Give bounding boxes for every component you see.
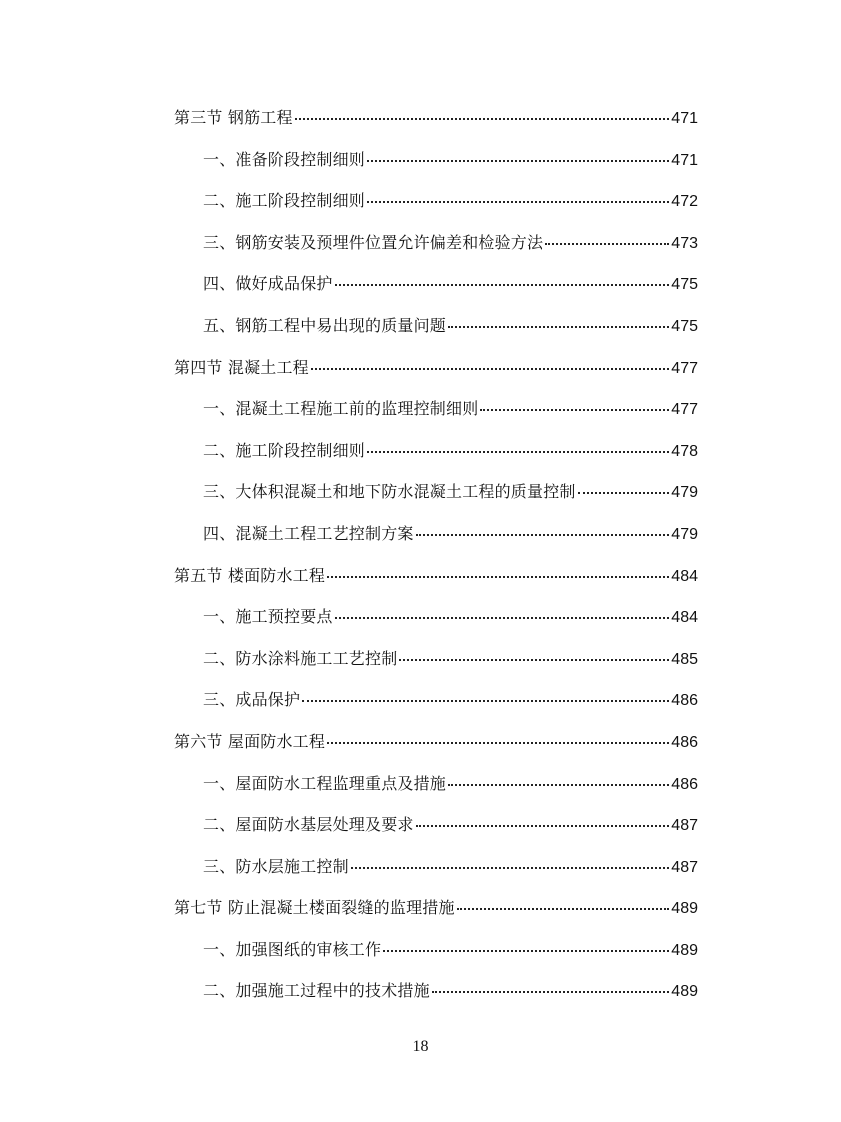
toc-dot-leader [448, 784, 669, 786]
toc-entry-page-number: 489 [671, 983, 698, 1001]
toc-dot-leader [335, 284, 670, 286]
toc-subsection-entry[interactable] [174, 222, 698, 264]
toc-dot-leader [578, 492, 670, 494]
toc-dot-leader [335, 617, 670, 619]
toc-dot-leader [399, 659, 669, 661]
toc-dot-leader [416, 534, 670, 536]
toc-entry-page-number: 473 [671, 234, 698, 252]
toc-subsection-entry[interactable] [174, 929, 698, 971]
toc-entry-page-number: 489 [671, 941, 698, 959]
toc-section-entry[interactable] [174, 347, 698, 389]
toc-dot-leader [457, 908, 670, 910]
toc-subsection-entry[interactable] [174, 638, 698, 680]
toc-entry-page-number: 486 [671, 692, 698, 710]
toc-dot-leader [327, 742, 669, 744]
toc-subsection-entry[interactable] [174, 430, 698, 472]
toc-subsection-entry[interactable] [174, 139, 698, 181]
toc-section-entry[interactable] [174, 97, 698, 139]
toc-dot-leader [367, 201, 669, 203]
toc-entry-page-number: 471 [671, 110, 698, 127]
toc-subsection-entry[interactable] [174, 763, 698, 805]
toc-dot-leader [367, 451, 669, 453]
toc-entry-title: 二、施工阶段控制细则 [203, 191, 366, 211]
toc-dot-leader [327, 576, 669, 578]
toc-section-entry[interactable] [174, 555, 698, 597]
toc-entry-page-number: 477 [671, 401, 698, 419]
toc-dot-leader [383, 950, 669, 952]
toc-entry-page-number: 472 [671, 193, 698, 211]
table-of-contents [174, 97, 698, 1012]
toc-entry-title: 二、防水涂料施工工艺控制 [203, 648, 398, 668]
toc-entry-title: 四、混凝土工程工艺控制方案 [203, 523, 414, 543]
toc-entry-title: 一、准备阶段控制细则 [203, 149, 366, 169]
toc-entry-title: 三、钢筋安装及预埋件位置允许偏差和检验方法 [203, 232, 544, 252]
toc-subsection-entry[interactable] [174, 180, 698, 222]
toc-subsection-entry[interactable] [174, 263, 698, 305]
toc-dot-leader [545, 243, 669, 245]
toc-entry-title: 三、防水层施工控制 [203, 856, 349, 876]
toc-dot-leader [448, 326, 669, 328]
toc-subsection-entry[interactable] [174, 596, 698, 638]
toc-section-entry[interactable] [174, 721, 698, 763]
toc-entry-page-number: 471 [671, 151, 698, 169]
toc-entry-page-number: 484 [671, 609, 698, 627]
toc-entry-page-number: 475 [671, 317, 698, 335]
toc-entry-page-number: 478 [671, 442, 698, 460]
toc-dot-leader [302, 700, 669, 702]
toc-dot-leader [432, 991, 669, 993]
toc-entry-title: 二、加强施工过程中的技术措施 [203, 981, 430, 1001]
toc-entry-title: 三、大体积混凝土和地下防水混凝土工程的质量控制 [203, 482, 576, 502]
toc-entry-page-number: 484 [671, 567, 698, 585]
toc-entry-page-number: 487 [671, 858, 698, 876]
toc-subsection-entry[interactable] [174, 305, 698, 347]
toc-entry-title: 二、施工阶段控制细则 [203, 440, 366, 460]
toc-subsection-entry[interactable] [174, 679, 698, 721]
toc-dot-leader [480, 409, 669, 411]
toc-entry-title: 三、成品保护 [203, 690, 301, 710]
toc-entry-title: 第七节 防止混凝土楼面裂缝的监理措施 [174, 898, 455, 918]
toc-entry-title: 五、钢筋工程中易出现的质量问题 [203, 315, 447, 335]
toc-entry-page-number: 479 [671, 525, 698, 543]
toc-subsection-entry[interactable] [174, 388, 698, 430]
toc-entry-title: 第五节 楼面防水工程 [174, 565, 326, 585]
toc-entry-title: 第三节 钢筋工程 [174, 108, 293, 127]
toc-entry-page-number: 487 [671, 817, 698, 835]
toc-entry-page-number: 486 [671, 733, 698, 751]
toc-dot-leader [416, 825, 670, 827]
page-number: 18 [412, 1038, 429, 1055]
toc-entry-title: 一、施工预控要点 [203, 607, 333, 627]
toc-subsection-entry[interactable] [174, 513, 698, 555]
toc-entry-page-number: 485 [671, 650, 698, 668]
toc-entry-page-number: 477 [671, 359, 698, 377]
toc-dot-leader [367, 160, 669, 162]
toc-entry-title: 第六节 屋面防水工程 [174, 731, 326, 751]
toc-entry-title: 四、做好成品保护 [203, 274, 333, 294]
toc-dot-leader [295, 118, 670, 120]
toc-subsection-entry[interactable] [174, 471, 698, 513]
toc-entry-title: 一、加强图纸的审核工作 [203, 939, 382, 959]
toc-entry-page-number: 486 [671, 775, 698, 793]
toc-entry-title: 一、屋面防水工程监理重点及措施 [203, 773, 447, 793]
toc-entry-page-number: 475 [671, 276, 698, 294]
toc-entry-page-number: 489 [671, 900, 698, 918]
toc-entry-title: 二、屋面防水基层处理及要求 [203, 815, 414, 835]
toc-dot-leader [351, 867, 669, 869]
toc-section-entry[interactable] [174, 887, 698, 929]
toc-subsection-entry[interactable] [174, 970, 698, 1012]
toc-subsection-entry[interactable] [174, 804, 698, 846]
toc-entry-page-number: 479 [671, 484, 698, 502]
toc-entry-title: 一、混凝土工程施工前的监理控制细则 [203, 399, 479, 419]
toc-subsection-entry[interactable] [174, 846, 698, 888]
toc-dot-leader [311, 368, 669, 370]
toc-entry-title: 第四节 混凝土工程 [174, 357, 309, 377]
